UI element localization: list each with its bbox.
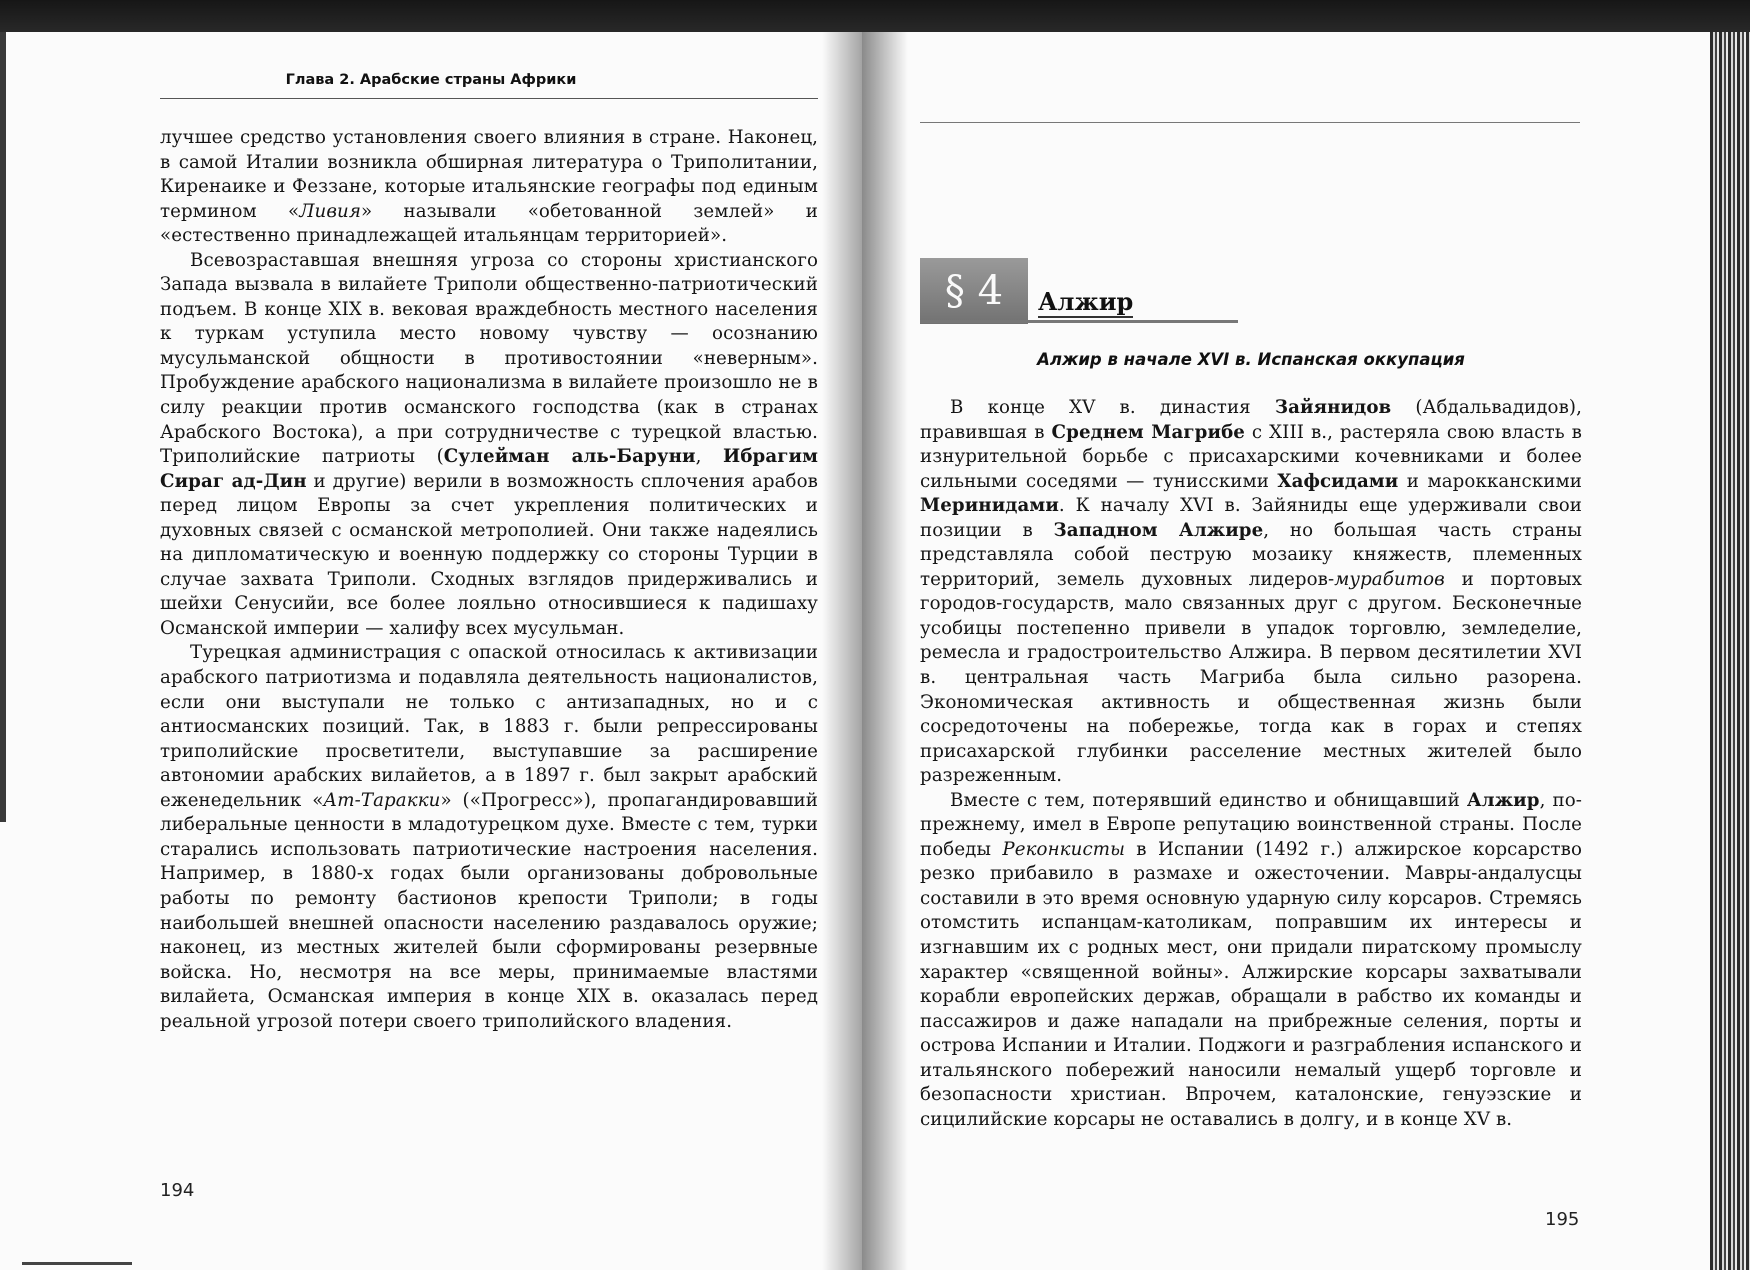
text-run: В конце XV в. династия bbox=[950, 397, 1275, 418]
paragraph bbox=[160, 641, 818, 1034]
right-text-column bbox=[920, 396, 1582, 1132]
text-run: Всевозраставшая внешняя угроза со стороны христианского Запада вызвала в вилайете Триполи общественно-патриотический подъем. В конце XIX в. вековая враждебность местного населения к туркам уступила место новому чувству — осознанию мусульманской общности в противостоянии «неверным». Пробуждение арабского национализма в вилайете произошло не в силу реакции против османского господства (как в странах Арабского Востока), а при сотрудничестве с турецкой властью. Триполийские патриоты ( bbox=[160, 249, 818, 468]
page-number-left: 194 bbox=[160, 1180, 195, 1201]
text-run: в Испании (1492 г.) алжирское корсарство резко прибавило в размахе и ожесточении. Мавры-андалусцы составили в это время основную ударную силу корсаров. Стремясь отомстить испанцам-католикам, поправшим их интересы и изгнавшим их с родных мест, они придали пиратскому промыслу характер «священной войны». Алжирские корсары захватывали корабли европейских держав, обращали в рабство их команды и пассажиров и даже нападали на прибрежные селения, порты и острова Испании и Италии. Поджоги и разграбления испанского и итальянского побережий наносили немалый ущерб торговле и безопасности христиан. Впрочем, каталонские, генуэзские и сицилийские корсары не оставались в долгу, и в конце XV в. bbox=[920, 838, 1582, 1130]
text-run: и марокканскими bbox=[1398, 470, 1582, 492]
right-gutter-shadow bbox=[862, 32, 908, 1270]
bold-term: Хафсидами bbox=[1277, 470, 1399, 492]
section-title: Алжир bbox=[1038, 287, 1134, 316]
page-number-right: 195 bbox=[1545, 1209, 1580, 1230]
italic-term: Ливия bbox=[299, 200, 361, 222]
left-scan-edge bbox=[0, 32, 6, 822]
bold-term: Среднем Магрибе bbox=[1051, 421, 1245, 443]
running-head-rule bbox=[160, 98, 818, 99]
text-run: и портовых городов-государств, мало связанных друг с другом. Бесконечные усобицы постепенно привели в упадок торговлю, земледелие, ремесла и градостроительство Алжира. В первом десятилетии XVI в. центральная часть Магриба была сильно разорена. Экономическая активность и общественная жизнь были сосредоточены на побережье, тогда как в горах и степях присахарской глубинки расселение местных жителей было разреженным. bbox=[920, 568, 1583, 787]
left-gutter-shadow bbox=[822, 32, 862, 1270]
bold-term: Западном Алжире bbox=[1053, 519, 1264, 541]
scan-bottom-mark bbox=[22, 1262, 132, 1265]
bold-term: Алжир bbox=[1466, 789, 1540, 811]
right-header-rule bbox=[920, 122, 1580, 123]
left-text-column bbox=[160, 126, 818, 1034]
bold-term: Сулейман аль-Баруни bbox=[443, 446, 696, 468]
text-run: , но большая часть страны представляла собой пеструю мозаику княжеств, племенных территорий, земель духовных лидеров- bbox=[920, 519, 1582, 590]
running-head: Глава 2. Арабские страны Африки bbox=[285, 72, 577, 88]
text-run: » называли «обетованной землей» и «естественно принадлежащей итальянцам территорией». bbox=[160, 200, 818, 247]
text-run: Турецкая администрация с опаской относилась к активизации арабского патриотизма и подавляла деятельность националистов, если они выступали не только с антизападных, но и с антиосманских позиций. Так, в 1883 г. были репрессированы триполийские просветители, выступавшие за расширение автономии арабских вилайетов, а в 1897 г. был закрыт арабский еженедельник « bbox=[160, 642, 818, 811]
text-run: » («Прогресс»), пропагандировавший либеральные ценности в младотурецком духе. Вместе с тем, турки старались использовать патриотические настроения населения. Например, в 1880-х годах были организованы добровольные работы по ремонту бастионов крепости Триполи; в годы наибольшей внешней опасности населению раздавалось оружие; наконец, из местных жителей были сформированы резервные войска. Но, несмотря на все меры, принимаемые властями вилайета, Османская империя в конце XIX в. оказалась перед реальной угрозой потери своего триполийского владения. bbox=[160, 789, 818, 1032]
bold-term: Меринидами bbox=[920, 495, 1059, 517]
text-run: и другие) верили в возможность сплочения арабов перед лицом Европы за счет укрепления политических и духовных связей с османской метрополией. Они также надеялись на дипломатическую и военную поддержку со стороны Турции в случае захвата Триполи. Сходных взглядов придерживались и шейхи Сенусийи, все более лояльно относившиеся к падишаху Османской империи — халифу всех мусульман. bbox=[160, 470, 818, 639]
bold-term: Зайянидов bbox=[1274, 397, 1392, 418]
section-badge-text: § 4 bbox=[944, 268, 1004, 314]
paragraph bbox=[160, 249, 818, 642]
text-run: лучшее средство установления своего влияния в стране. Наконец, в самой Италии возникла обширная литература о Триполитании, Киренаике и Феззане, которые итальянские географы под единым термином « bbox=[160, 127, 818, 222]
section-badge bbox=[920, 258, 1028, 324]
right-page bbox=[862, 32, 1710, 1270]
text-run: , bbox=[695, 446, 724, 468]
bold-term: Ибрагим Сираг ад-Дин bbox=[160, 446, 818, 492]
paragraph bbox=[920, 789, 1582, 1133]
italic-term: Ат-Таракки bbox=[323, 789, 441, 811]
text-run: Вместе с тем, потерявший единство и обнищавший bbox=[950, 789, 1467, 811]
page-edges bbox=[1710, 32, 1750, 1270]
text-run: с XIII в., растеряла свою власть в изнурительной борьбе с присахарскими кочевниками и более сильными соседями — тунисскими bbox=[920, 421, 1583, 492]
italic-term: Реконкисты bbox=[1002, 838, 1125, 860]
paragraph bbox=[920, 396, 1582, 789]
section-badge-strip bbox=[920, 320, 1238, 323]
paragraph bbox=[160, 126, 818, 249]
text-run: (Абдальвадидов), правившая в bbox=[920, 397, 1582, 443]
text-run: . К началу XVI в. Зайяниды еще удерживали свои позиции в bbox=[920, 495, 1582, 541]
text-run: , по-прежнему, имел в Европе репутацию воинственной страны. После победы bbox=[920, 789, 1583, 860]
subheading: Алжир в начале XVI в. Испанская оккупация bbox=[1037, 350, 1465, 369]
italic-term: мурабитов bbox=[1334, 568, 1445, 590]
